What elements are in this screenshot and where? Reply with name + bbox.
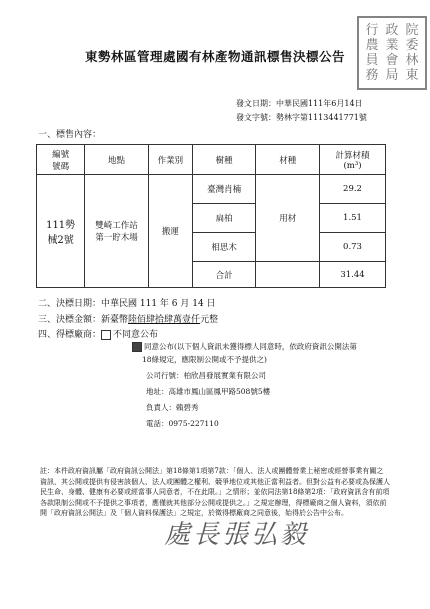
total-label: 合計: [192, 262, 256, 288]
species-cell: 臺灣肖楠: [192, 175, 256, 204]
issue-date-line: [236, 98, 363, 109]
seal-character: 農: [365, 38, 379, 53]
work-cell: 搬運: [148, 175, 192, 288]
header-species: 樹種: [192, 145, 256, 175]
phone-line: [146, 418, 219, 429]
owner-line: [146, 402, 199, 413]
material-cell: 用材: [256, 175, 320, 262]
total-volume: 31.44: [320, 262, 386, 288]
legal-note: 註：本件政府資訊屬「政府資訊公開法」第18條第1項第7款：「個人、法人或團體營業上秘密或經營事業有關之資訊，其公開或提供有侵害該個人、法人或團體之權利、競爭地位或其他正當利益者。但對公益有必要或為保護人民生命、身體、健康有必要或經當事人同意者，不在此限。」之情形；並依同法第18條第2項：「政府資訊含有前項各款限制公開或不予提供之事項者，應僅就其他部分公開或提供之。」之規定辦理，得標廠商之個人資料，須依前開「政府資訊公開法」及「個人資料保護法」之規定，於徵得標廠商之同意後，始得於公告中公布。: [40, 467, 390, 517]
issue-date: 中華民國111年6月14日: [276, 99, 363, 108]
consent-checkbox: [132, 342, 142, 352]
seal-character: 業: [385, 38, 399, 53]
address-value: 高雄市鳳山區鳳甲路508號5樓: [168, 387, 271, 396]
phone-value: 0975-227110: [168, 419, 219, 428]
seal-character: 局: [385, 68, 399, 83]
company-name: 柏欣昌發展實業有限公司: [183, 371, 266, 380]
issue-number: 勢林字第1113441771號: [276, 113, 367, 122]
total-empty-cell: [256, 262, 320, 288]
section-1-label: 標售內容：: [56, 130, 102, 140]
seal-character: 院: [405, 23, 419, 38]
section-3-line: [38, 312, 218, 325]
company-line: [146, 370, 266, 381]
address-line: [146, 386, 270, 397]
header-lot: 編號 號碼: [37, 145, 85, 175]
owner-label: 負責人：: [146, 403, 176, 412]
header-place: 地點: [85, 145, 149, 175]
section-2-label: 決標日期：: [56, 299, 102, 309]
volume-cell: 29.2: [320, 175, 386, 204]
header-material: 材種: [256, 145, 320, 175]
issue-number-label: 發文字號：: [236, 113, 276, 122]
header-volume: 計算材積 (m³): [320, 145, 386, 175]
document-title: 東勢林區管理處國有林產物通訊標售決標公告: [84, 49, 345, 64]
seal-character: 東: [405, 68, 419, 83]
owner-name: 賴碧秀: [176, 403, 199, 412]
not-consent-checkbox: [101, 330, 111, 340]
header-work: 作業別: [148, 145, 192, 175]
section-3-num: 三、: [38, 315, 57, 325]
consent-line-1: [132, 341, 357, 352]
volume-cell: 1.51: [320, 204, 386, 233]
table-row: [37, 175, 386, 204]
address-label: 地址：: [146, 387, 169, 396]
table-header-row: [37, 145, 386, 175]
seal-character: 務: [365, 68, 379, 83]
phone-label: 電話：: [146, 419, 169, 428]
issue-number-line: [236, 112, 367, 123]
consent-text-1: 同意公布(以下個人資訊未獲得標人同意時，依政府資訊公開法第: [144, 342, 357, 351]
bid-content-table: [36, 144, 386, 288]
seal-character: 會: [385, 53, 399, 68]
amount-prefix: 新臺幣: [101, 315, 129, 325]
section-3-label: 決標金額：: [56, 315, 102, 325]
section-2-num: 二、: [38, 299, 57, 309]
not-consent-label: 不同意公布: [113, 330, 159, 340]
place-cell: 雙崎工作站 第一貯木場: [85, 175, 149, 288]
award-date: 中華民國 111 年 6 月 14 日: [101, 299, 216, 309]
section-1-heading: [38, 127, 101, 140]
species-cell: 相思木: [192, 233, 256, 262]
lot-cell: 111勢 械2號: [37, 175, 85, 288]
consent-text-2: 18條規定，應限制公開或不予提供之): [142, 355, 267, 364]
seal-character: 員: [365, 53, 379, 68]
company-label: 公司行號：: [146, 371, 184, 380]
seal-character: 行: [365, 23, 379, 38]
volume-cell: 0.73: [320, 233, 386, 262]
section-4-num: 四、: [38, 330, 57, 340]
section-2-line: [38, 296, 216, 309]
official-seal-stamp: [357, 16, 427, 90]
director-signature: 處長張弘毅: [164, 520, 310, 550]
seal-character: 林: [405, 53, 419, 68]
seal-character: 委: [405, 38, 419, 53]
issue-date-label: 發文日期：: [236, 99, 276, 108]
section-4-label: 得標廠商：: [56, 330, 102, 340]
amount-suffix: 元整: [200, 315, 219, 325]
section-4-line: [38, 327, 158, 340]
seal-character: 政: [385, 23, 399, 38]
section-1-num: 一、: [38, 130, 57, 140]
species-cell: 扁柏: [192, 204, 256, 233]
award-amount: 陸佰肆拾肆萬壹仟: [128, 315, 201, 325]
